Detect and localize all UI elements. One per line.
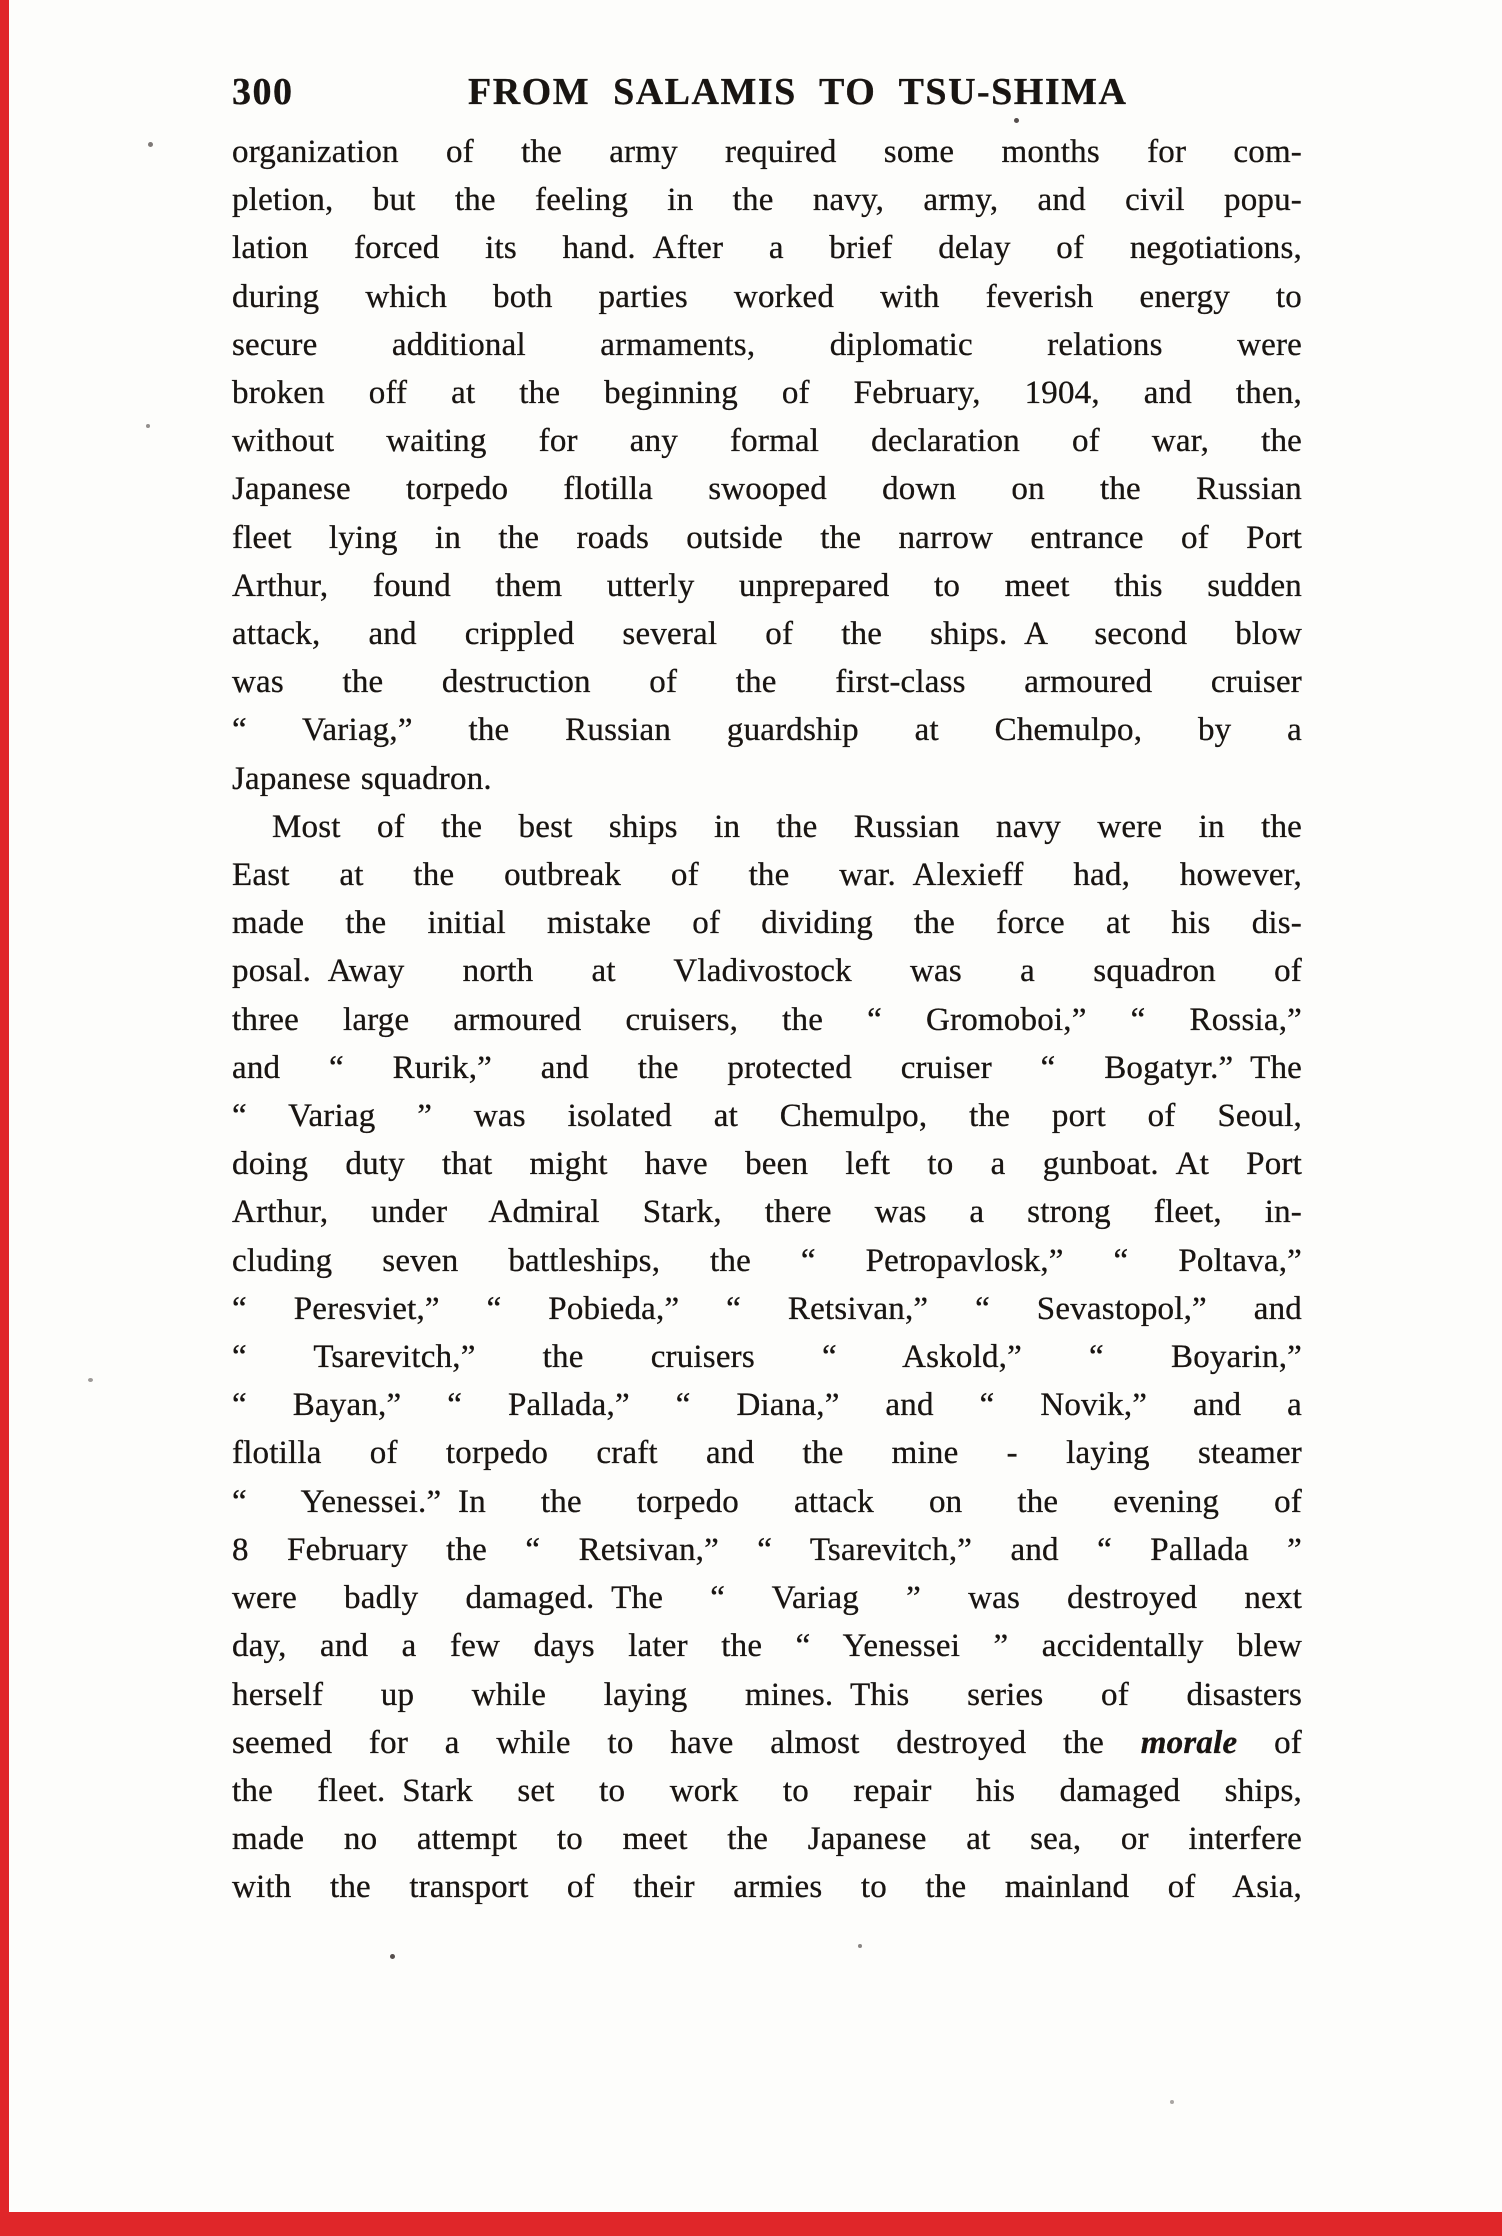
- running-title: FROM SALAMIS TO TSU-SHIMA: [468, 71, 1128, 113]
- text-line: and “ Rurik,” and the protected cruiser “ Bogatyr.” The: [232, 1049, 1302, 1086]
- text-line: cluding seven battleships, the “ Petropavlosk,” “ Poltava,”: [232, 1242, 1302, 1279]
- text-line: without waiting for any formal declaration of war, the: [232, 423, 1302, 460]
- italic-word: morale: [1140, 1724, 1238, 1761]
- scan-speck: [1170, 2100, 1174, 2104]
- page-content: [232, 70, 1302, 1912]
- running-header: [232, 70, 1302, 114]
- text-line: Japanese torpedo flotilla swooped down on the Russian: [232, 471, 1302, 508]
- text-segment: seemed for a while to have almost destroyed the: [232, 1724, 1141, 1761]
- text-line: were badly damaged. The “ Variag ” was destroyed next: [232, 1580, 1302, 1617]
- scan-edge-left-artifact: [0, 0, 9, 2236]
- text-line: [232, 1719, 1302, 1767]
- text-line: during which both parties worked with feverish energy to: [232, 278, 1302, 315]
- text-line: was the destruction of the first-class armoured cruiser: [232, 664, 1302, 701]
- text-line: “ Yenessei.” In the torpedo attack on the evening of: [232, 1483, 1302, 1520]
- text-line: Arthur, found them utterly unprepared to meet this sudden: [232, 567, 1302, 604]
- text-line: Most of the best ships in the Russian navy were in the: [272, 808, 1302, 845]
- text-line: with the transport of their armies to the mainland of Asia,: [232, 1869, 1302, 1906]
- text-line: day, and a few days later the “ Yenessei ” accidentally blew: [232, 1628, 1302, 1665]
- text-line: three large armoured cruisers, the “ Gromoboi,” “ Rossia,”: [232, 1001, 1302, 1038]
- text-line: Arthur, under Admiral Stark, there was a strong fleet, in-: [232, 1194, 1302, 1231]
- text-line: “ Peresviet,” “ Pobieda,” “ Retsivan,” “ Sevastopol,” and: [232, 1290, 1302, 1327]
- text-line: “ Bayan,” “ Pallada,” “ Diana,” and “ Novik,” and a: [232, 1387, 1302, 1424]
- text-line: East at the outbreak of the war. Alexieff had, however,: [232, 857, 1302, 894]
- body-text: [232, 128, 1302, 1912]
- scan-speck: [148, 142, 153, 147]
- text-line: doing duty that might have been left to a gunboat. At Port: [232, 1146, 1302, 1183]
- text-line: “ Variag ” was isolated at Chemulpo, the port of Seoul,: [232, 1098, 1302, 1135]
- text-line: “ Tsarevitch,” the cruisers “ Askold,” “ Boyarin,”: [232, 1339, 1302, 1376]
- text-segment: of: [1237, 1724, 1302, 1761]
- scan-speck: [858, 1944, 862, 1948]
- scan-edge-bottom-artifact: [0, 2212, 1502, 2236]
- text-line: made no attempt to meet the Japanese at sea, or interfere: [232, 1821, 1302, 1858]
- text-line: “ Variag,” the Russian guardship at Chemulpo, by a: [232, 712, 1302, 749]
- text-line: fleet lying in the roads outside the narrow entrance of Port: [232, 519, 1302, 556]
- scan-speck: [390, 1954, 395, 1959]
- text-line: attack, and crippled several of the ships. A second blow: [232, 616, 1302, 653]
- text-line: secure additional armaments, diplomatic relations were: [232, 326, 1302, 363]
- scan-speck: [1014, 118, 1019, 123]
- text-line: posal. Away north at Vladivostock was a squadron of: [232, 953, 1302, 990]
- text-line: flotilla of torpedo craft and the mine - laying steamer: [232, 1435, 1302, 1472]
- text-line: broken off at the beginning of February, 1904, and then,: [232, 375, 1302, 412]
- text-line: the fleet. Stark set to work to repair his damaged ships,: [232, 1772, 1302, 1809]
- text-line: organization of the army required some months for com-: [232, 134, 1302, 170]
- page-number: 300: [232, 71, 294, 113]
- scan-speck: [88, 1378, 93, 1382]
- text-line: 8 February the “ Retsivan,” “ Tsarevitch,” and “ Pallada ”: [232, 1531, 1302, 1568]
- text-line: Japanese squadron.: [232, 760, 492, 797]
- text-line: herself up while laying mines. This series of disasters: [232, 1676, 1302, 1713]
- text-line: lation forced its hand. After a brief delay of negotiations,: [232, 230, 1302, 267]
- text-line: made the initial mistake of dividing the force at his dis-: [232, 905, 1302, 942]
- text-line: pletion, but the feeling in the navy, army, and civil popu-: [232, 182, 1302, 219]
- scan-speck: [146, 424, 150, 428]
